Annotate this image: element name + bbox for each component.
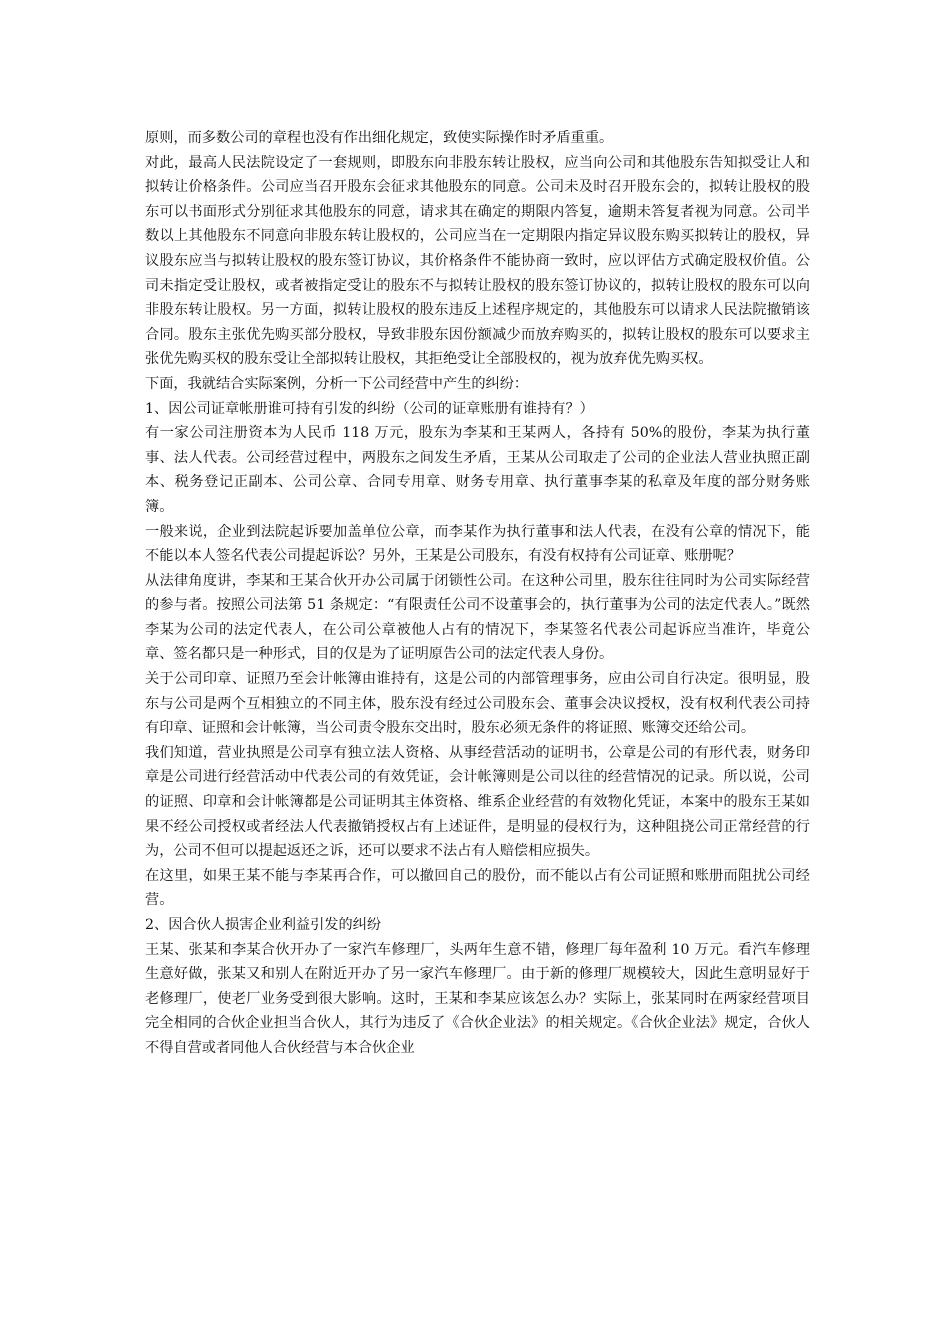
paragraph-3: 下面，我就结合实际案例，分析一下公司经营中产生的纠纷： — [145, 375, 529, 392]
paragraph-6: 一般来说，企业到法院起诉要加盖单位公章，而李某作为执行董事和法人代表，在没有公章的情况下，能不能以本人签名代表公司提起诉讼？另外，王某是公司股东，有没有权持有公司证章、账册呢？ — [145, 523, 810, 565]
paragraph-8: 关于公司印章、证照乃至会计帐簿由谁持有，这是公司的内部管理事务，应由公司自行决定。很明显，股东与公司是两个互相独立的不同主体，股东没有经过公司股东会、董事会决议授权，没有权利代表公司持有印章、证照和会计帐簿，当公司责令股东交出时，股东必须无条件的将证照、账簿交还给公司。 — [145, 671, 810, 737]
paragraph-7: 从法律角度讲，李某和王某合伙开办公司属于闭锁性公司。在这种公司里，股东往往同时为公司实际经营的参与者。按照公司法第 51 条规定：“有限责任公司不设董事会的，执行董事为公司的法定代表人。”既然李某为公司的法定代表人，在公司公章被他人占有的情况下，李某签名代表公司起诉应当准许，毕竟公章、签名都只是一种形式，目的仅是为了证明原告公司的法定代表人身份。 — [145, 572, 810, 663]
paragraph-10: 在这里，如果王某不能与李某再合作，可以撤回自己的股份，而不能以占有公司证照和账册而阻扰公司经营。 — [145, 867, 810, 909]
paragraph-2: 对此，最高人民法院设定了一套规则，即股东向非股东转让股权，应当向公司和其他股东告知拟受让人和拟转让价格条件。公司应当召开股东会征求其他股东的同意。公司未及时召开股东会的，拟转让股权的股东可以书面形式分别征求其他股东的同意，请求其在确定的期限内答复，逾期未答复者视为同意。公司半数以上其他股东不同意向非股东转让股权的，公司应当在一定期限内指定异议股东购买拟转让的股权，异议股东应当与拟转让股权的股东签订协议，其价格条件不能协商一致时，应以评估方式确定股权价值。公司未指定受让股权，或者被指定受让的股东不与拟转让股权的股东签订协议的，拟转让股权的股东可以向非股东转让股权。另一方面，拟转让股权的股东违反上述程序规定的，其他股东可以请求人民法院撤销该合同。股东主张优先购买部分股权，导致非股东因份额减少而放弃购买的，拟转让股权的股东可以要求主张优先购买权的股东受让全部拟转让股权，其拒绝受让全部股权的，视为放弃优先购买权。 — [145, 154, 810, 368]
paragraph-1: 原则，而多数公司的章程也没有作出细化规定，致使实际操作时矛盾重重。 — [145, 130, 614, 146]
paragraph-12: 王某、张某和李某合伙开办了一家汽车修理厂，头两年生意不错，修理厂每年盈利 10 万元。看汽车修理生意好做，张某又和别人在附近开办了另一家汽车修理厂。由于新的修理厂规模较大，因此生意明显好于老修理厂，使老厂业务受到很大影响。这时，王某和李某应该怎么办？实际上，张某同时在两家经营项目完全相同的合伙企业担当合伙人，其行为违反了《合伙企业法》的相关规定。《合伙企业法》规定，合伙人不得自营或者同他人合伙经营与本合伙企业 — [145, 941, 810, 1056]
paragraph-9: 我们知道，营业执照是公司享有独立法人资格、从事经营活动的证明书，公章是公司的有形代表，财务印章是公司进行经营活动中代表公司的有效凭证，会计帐簿则是公司以往的经营情况的记录。所以说，公司的证照、印章和会计帐簿都是公司证明其主体资格、维系企业经营的有效物化凭证，本案中的股东王某如果不经公司授权或者经法人代表撤销授权占有上述证件，是明显的侵权行为，这种阻挠公司正常经营的行为，公司不但可以提起返还之诉，还可以要求不法占有人赔偿相应损失。 — [145, 744, 810, 860]
section-heading-1: 1、因公司证章帐册谁可持有引发的纠纷（公司的证章账册有谁持有？） — [145, 400, 594, 417]
paragraph-5: 有一家公司注册资本为人民币 118 万元，股东为李某和王某两人，各持有 50%的股份，李某为执行董事、法人代表。公司经营过程中，两股东之间发生矛盾，王某从公司取走了公司的企业法人营业执照正副本、税务登记正副本、公司公章、合同专用章、财务专用章、执行董事李某的私章及年度的部分财务账簿。 — [145, 425, 810, 515]
section-heading-2: 2、因合伙人损害企业利益引发的纠纷 — [145, 917, 382, 933]
document-body — [145, 126, 810, 1061]
